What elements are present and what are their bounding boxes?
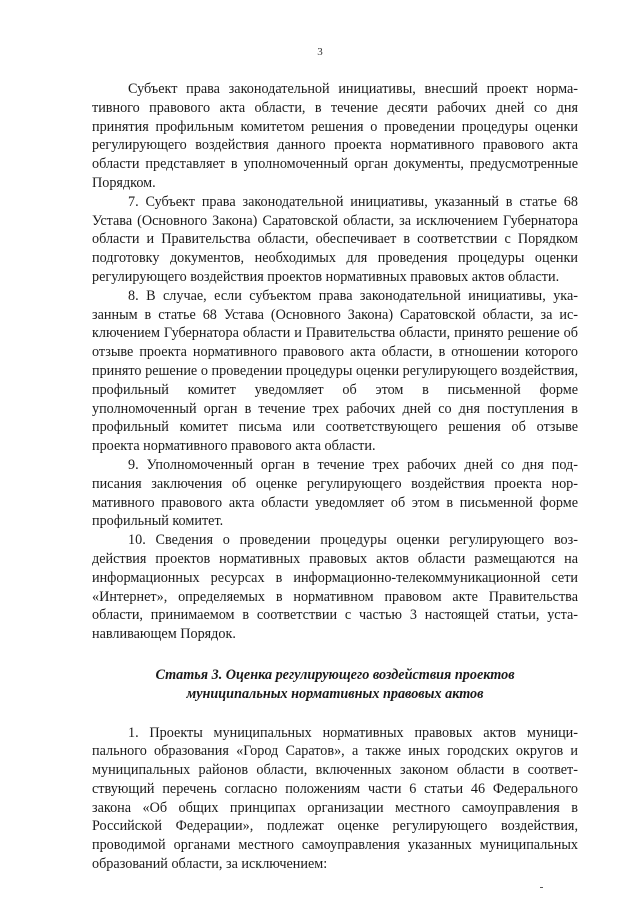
article-3-heading <box>92 666 578 704</box>
article-heading-line-1: Статья 3. Оценка регулирующего воздействия проектов <box>155 666 515 683</box>
paragraph-item-10: 10. Сведения о проведении процедуры оценки регулирующего воздействия проектов нормативных правовых актов области размещаются на информационных ресурсах в информационно-телекоммуникационной сети «Интернет», определяемых в нормативном правовом акте Правительства области, принимаемом в соответствии с частью 3 настоящей статьи, устанавливающем Порядок. <box>92 532 578 643</box>
article-heading-line-2: муниципальных нормативных правовых актов <box>186 685 484 702</box>
paragraph-item-9: 9. Уполномоченный орган в течение трех рабочих дней со дня подписания заключения об оценке регулирующего воздействия проекта нормативного правового акта области уведомляет об этом в письменной форме профильный комитет. <box>92 456 578 530</box>
paragraph-subject-submission: Субъект права законодательной инициативы, внесший проект нормативного правового акта области, в течение десяти рабочих дней со дня принятия профильным комитетом решения о проведении процедуры оценки регулирующего воздействия данного проекта нормативного правового акта области представляет в уполномоченный орган документы, предусмотренные Порядком. <box>92 81 578 191</box>
paragraph-item-8: 8. В случае, если субъектом права законодательной инициативы, указанным в статье 68 Устава (Основного Закона) Саратовской области, за исключением Губернатора области и Правительства области, принято решение об отзыве проекта нормативного правового акта области, в отношении которого принято решение о проведении процедуры оценки регулирующего воздействия, профильный комитет уведомляет об этом в письменной форме уполномоченный орган в течение трех рабочих дней со дня поступления в профильный комитет письма или соответствующего решения об отзыве проекта нормативного правового акта области. <box>92 287 578 455</box>
page-number: 3 <box>317 46 323 58</box>
scan-mark <box>540 887 543 888</box>
paragraph-article-3-item-1: 1. Проекты муниципальных нормативных правовых актов муниципального образования «Город Саратов», а также иных городских округов и муниципальных районов области, включенных законом области в соответствующий перечень согласно положениям части 6 статьи 46 Федерального закона «Об общих принципах организации местного самоуправления в Российской Федерации», подлежат оценке регулирующего воздействия, проводимой органами местного самоуправления указанных муниципальных образований области, за исключением: <box>92 724 578 873</box>
paragraph-item-7: 7. Субъект права законодательной инициативы, указанный в статье 68 Устава (Основного Закона) Саратовской области, за исключением Губернатора области и Правительства области, обеспечивает в соответствии с Порядком подготовку документов, необходимых для проведения процедуры оценки регулирующего воздействия проектов нормативных правовых актов области. <box>92 193 578 285</box>
document-body <box>92 80 578 874</box>
